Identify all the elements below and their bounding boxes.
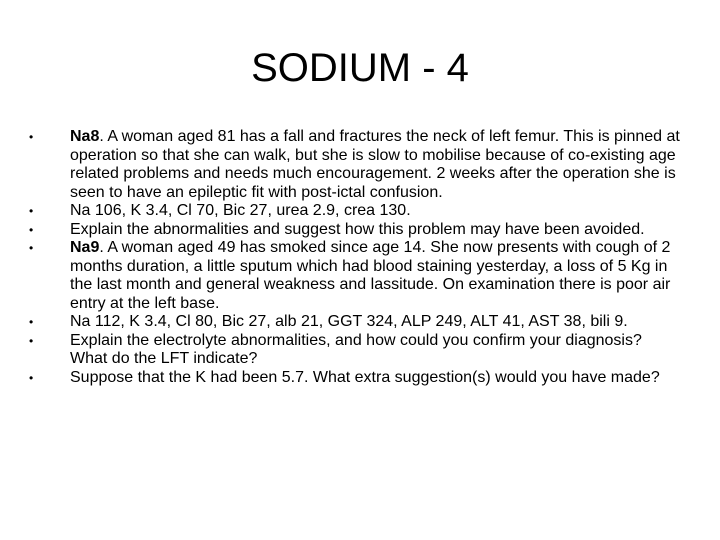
bullet-item-na9-potassium-question bbox=[29, 368, 680, 388]
bullet-icon: • bbox=[29, 241, 34, 255]
bullet-text: Na 106, K 3.4, Cl 70, Bic 27, urea 2.9, crea 130. bbox=[70, 202, 411, 219]
bullet-icon: • bbox=[29, 315, 34, 329]
bullet-text: Explain the abnormalities and suggest how this problem may have been avoided. bbox=[70, 220, 645, 238]
bullet-text: Explain the electrolyte abnormalities, and how could you confirm your diagnosis? What do the LFT indicate? bbox=[70, 331, 642, 367]
bullet-item-na9-case bbox=[29, 239, 680, 313]
case-label-na9: Na9 bbox=[70, 239, 100, 256]
case-label-na8: Na8 bbox=[70, 128, 100, 145]
bullet-text: . A woman aged 81 has a fall and fractures the neck of left femur. This is pinned at operation so that she can walk, but she is slow to mobilise because of co-existing age related problems and needs much encouragement. 2 weeks after the operation she is seen to have an epileptic fit with post-ictal confusion. bbox=[70, 128, 680, 201]
bullet-text: . A woman aged 49 has smoked since age 14. She now presents with cough of 2 months duration, a little sputum which had blood staining yesterday, a loss of 5 Kg in the last month and general weakness and lassitude. On examination there is poor air entry at the left base. bbox=[70, 239, 671, 312]
bullet-item-na8-question bbox=[29, 220, 680, 240]
bullet-item-na8-case bbox=[29, 128, 680, 202]
bullet-item-na8-results bbox=[29, 202, 680, 221]
bullet-icon: • bbox=[29, 333, 34, 348]
slide-title: SODIUM - 4 bbox=[251, 46, 469, 90]
bullet-item-na9-results bbox=[29, 313, 680, 332]
bullet-icon: • bbox=[29, 370, 34, 385]
bullet-item-na9-question bbox=[29, 331, 680, 369]
bullet-text: Suppose that the K had been 5.7. What extra suggestion(s) would you have made? bbox=[70, 368, 660, 386]
bullet-icon: • bbox=[29, 204, 34, 218]
bullet-text: Na 112, K 3.4, Cl 80, Bic 27, alb 21, GGT 324, ALP 249, ALT 41, AST 38, bili 9. bbox=[70, 313, 628, 330]
bullet-icon: • bbox=[29, 222, 34, 237]
bullet-icon: • bbox=[29, 130, 34, 144]
bullet-list bbox=[29, 128, 680, 387]
